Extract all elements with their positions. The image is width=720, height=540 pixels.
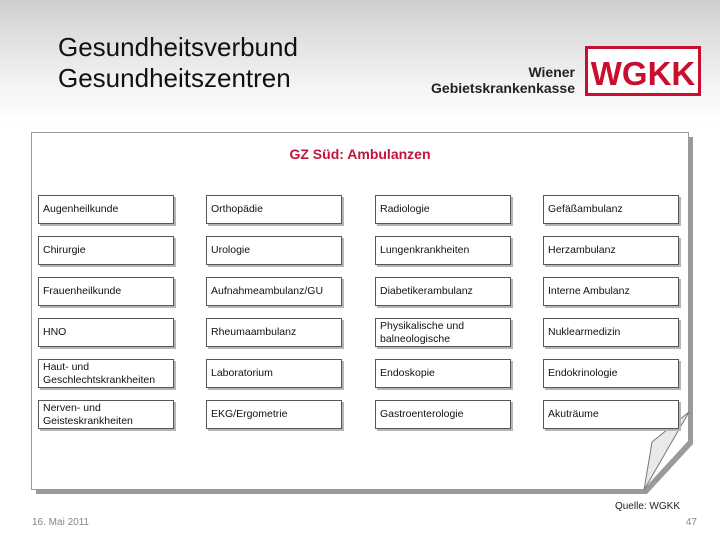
ambulance-label: Gefäßambulanz xyxy=(548,203,623,216)
ambulance-cell xyxy=(543,400,679,429)
ambulance-label: Nuklearmedizin xyxy=(548,326,621,339)
title-line-1: Gesundheitsverbund xyxy=(58,32,298,62)
ambulance-cell xyxy=(206,400,342,429)
ambulance-label: Rheumaambulanz xyxy=(211,326,297,339)
slide-title xyxy=(58,32,388,94)
page-number: 47 xyxy=(685,517,697,528)
ambulance-label: Chirurgie xyxy=(43,244,86,257)
ambulance-label: Gastroenterologie xyxy=(380,408,464,421)
ambulance-cell xyxy=(375,277,511,306)
ambulance-cell xyxy=(38,277,174,306)
ambulance-label: Interne Ambulanz xyxy=(548,285,630,298)
ambulance-cell xyxy=(543,359,679,388)
ambulance-cell xyxy=(543,236,679,265)
ambulance-cell xyxy=(206,359,342,388)
ambulance-label: Orthopädie xyxy=(211,203,263,216)
ambulance-cell xyxy=(375,359,511,388)
ambulance-label: HNO xyxy=(43,326,67,339)
ambulance-cell xyxy=(375,236,511,265)
ambulance-grid xyxy=(38,195,682,430)
ambulance-cell xyxy=(38,359,174,388)
logo-text: WGKK xyxy=(590,55,696,92)
ambulance-cell xyxy=(206,277,342,306)
ambulance-label: Aufnahmeambulanz/GU xyxy=(211,285,324,298)
ambulance-cell xyxy=(38,236,174,265)
ambulance-label: Augenheilkunde xyxy=(43,203,119,216)
ambulance-label: Endokrinologie xyxy=(548,367,618,380)
ambulance-cell xyxy=(375,400,511,429)
ambulance-label: Radiologie xyxy=(380,203,430,216)
ambulance-cell xyxy=(38,195,174,224)
ambulance-cell xyxy=(38,400,174,429)
ambulance-label: Urologie xyxy=(211,244,251,257)
brand-line-2: Gebietskrankenkasse xyxy=(431,80,575,96)
ambulance-label: Herzambulanz xyxy=(548,244,616,257)
ambulance-label: Laboratorium xyxy=(211,367,273,380)
ambulance-cell xyxy=(375,318,511,347)
ambulance-cell xyxy=(206,318,342,347)
brand-name xyxy=(420,64,575,96)
ambulance-cell xyxy=(543,277,679,306)
ambulance-label: Frauenheilkunde xyxy=(43,285,122,298)
ambulance-label: Lungenkrankheiten xyxy=(380,244,470,257)
wgkk-logo xyxy=(585,46,701,96)
ambulance-cell xyxy=(543,195,679,224)
ambulance-label: Nerven- und Geisteskrankheiten xyxy=(43,402,133,427)
ambulance-cell xyxy=(543,318,679,347)
ambulance-label: Diabetikerambulanz xyxy=(380,285,473,298)
ambulance-cell xyxy=(206,195,342,224)
source-note: Quelle: WGKK xyxy=(614,501,680,512)
wgkk-logo-mark xyxy=(588,49,698,93)
ambulance-cell xyxy=(206,236,342,265)
ambulance-cell xyxy=(375,195,511,224)
title-line-2: Gesundheitszentren xyxy=(58,63,291,93)
ambulance-label: Endoskopie xyxy=(380,367,435,380)
brand-line-1: Wiener xyxy=(528,64,575,80)
ambulance-label: Akuträume xyxy=(548,408,599,421)
ambulance-cell xyxy=(38,318,174,347)
ambulance-label: EKG/Ergometrie xyxy=(211,408,288,421)
panel-title: GZ Süd: Ambulanzen xyxy=(289,146,431,162)
footer-date: 16. Mai 2011 xyxy=(32,517,90,528)
ambulance-label: Haut- und Geschlechtskrankheiten xyxy=(43,361,156,386)
ambulance-label: Physikalische und balneologische xyxy=(380,320,465,345)
